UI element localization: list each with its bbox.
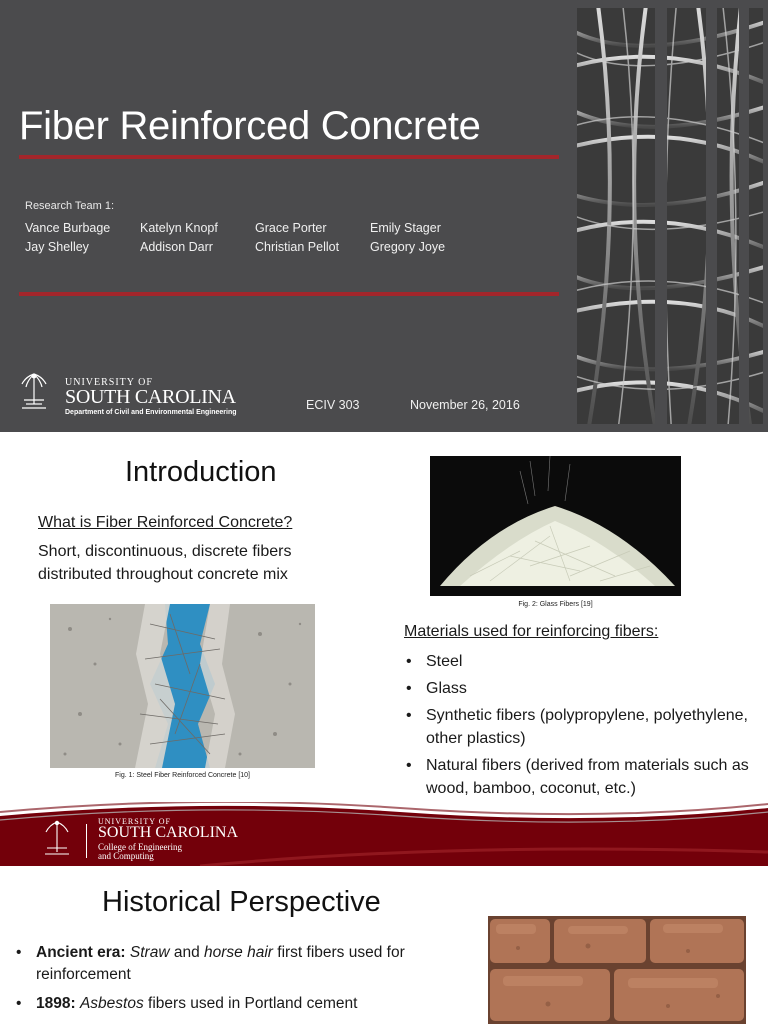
title-divider-top — [19, 155, 559, 159]
historical-perspective-slide — [0, 866, 768, 1024]
team-members — [25, 220, 485, 256]
list-item: • Natural fibers (derived from materials such as wood, bamboo, coconut, etc.) — [404, 754, 754, 800]
title-slide — [0, 0, 768, 432]
history-emphasis: Asbestos — [79, 995, 144, 1012]
history-emphasis: horse hair — [204, 944, 273, 961]
list-item: • Glass — [404, 677, 754, 700]
banner-south-carolina: SOUTH CAROLINA — [98, 824, 238, 841]
figure-1-caption: Fig. 1: Steel Fiber Reinforced Concrete [10] — [114, 772, 250, 779]
banner-college-line2: and Computing — [98, 851, 154, 861]
adobe-brick-wall-photo — [488, 916, 746, 1024]
figure-2-caption: Fig. 2: Glass Fibers [19] — [518, 601, 593, 608]
slide-title: Introduction — [125, 456, 277, 488]
logo-south-carolina: SOUTH CAROLINA — [65, 386, 236, 408]
history-era: Ancient era: — [36, 944, 126, 961]
team-member: Vance Burbage — [25, 221, 111, 235]
intro-question: What is Fiber Reinforced Concrete? — [38, 514, 293, 531]
team-member: Emily Stager — [370, 221, 441, 235]
materials-heading: Materials used for reinforcing fibers: — [404, 623, 659, 640]
presentation-title: Fiber Reinforced Concrete — [19, 104, 481, 148]
team-member: Addison Darr — [140, 240, 213, 254]
glass-fibers-photo — [430, 456, 681, 596]
list-item — [14, 993, 464, 1015]
team-member: Grace Porter — [255, 221, 327, 235]
banner-college-line1: College of Engineering — [98, 842, 182, 852]
history-text: and — [169, 944, 205, 961]
history-emphasis: Straw — [129, 944, 170, 961]
presentation-date: November 26, 2016 — [410, 398, 520, 412]
steel-fiber-concrete-photo — [50, 604, 315, 768]
team-member: Gregory Joye — [370, 240, 446, 254]
materials-list — [404, 650, 754, 804]
title-divider-bottom — [19, 292, 559, 296]
list-item — [14, 942, 464, 986]
course-code: ECIV 303 — [306, 398, 360, 412]
team-member: Christian Pellot — [255, 240, 340, 254]
slide-title: Historical Perspective — [102, 886, 381, 918]
history-text: first fibers used for reinforcement — [36, 944, 405, 983]
introduction-slide — [0, 432, 768, 866]
history-text: fibers used in Portland cement — [143, 995, 358, 1012]
history-list — [14, 942, 464, 1022]
logo-department: Department of Civil and Environmental Engineering — [65, 409, 237, 416]
logo-university-of: UNIVERSITY OF — [65, 377, 153, 388]
steel-fibers-photo — [577, 8, 763, 424]
intro-description: Short, discontinuous, discrete fibers distributed throughout concrete mix — [38, 543, 292, 583]
usc-logo — [18, 370, 258, 420]
team-member: Katelyn Knopf — [140, 221, 218, 235]
history-era: 1898: — [36, 995, 76, 1012]
palmetto-icon — [18, 370, 50, 414]
list-item: • Steel — [404, 650, 754, 673]
banner-university-of: UNIVERSITY OF — [98, 817, 171, 826]
team-member: Jay Shelley — [25, 240, 89, 254]
team-label: Research Team 1: — [25, 200, 115, 212]
list-item: • Synthetic fibers (polypropylene, polyethylene, other plastics) — [404, 704, 754, 750]
